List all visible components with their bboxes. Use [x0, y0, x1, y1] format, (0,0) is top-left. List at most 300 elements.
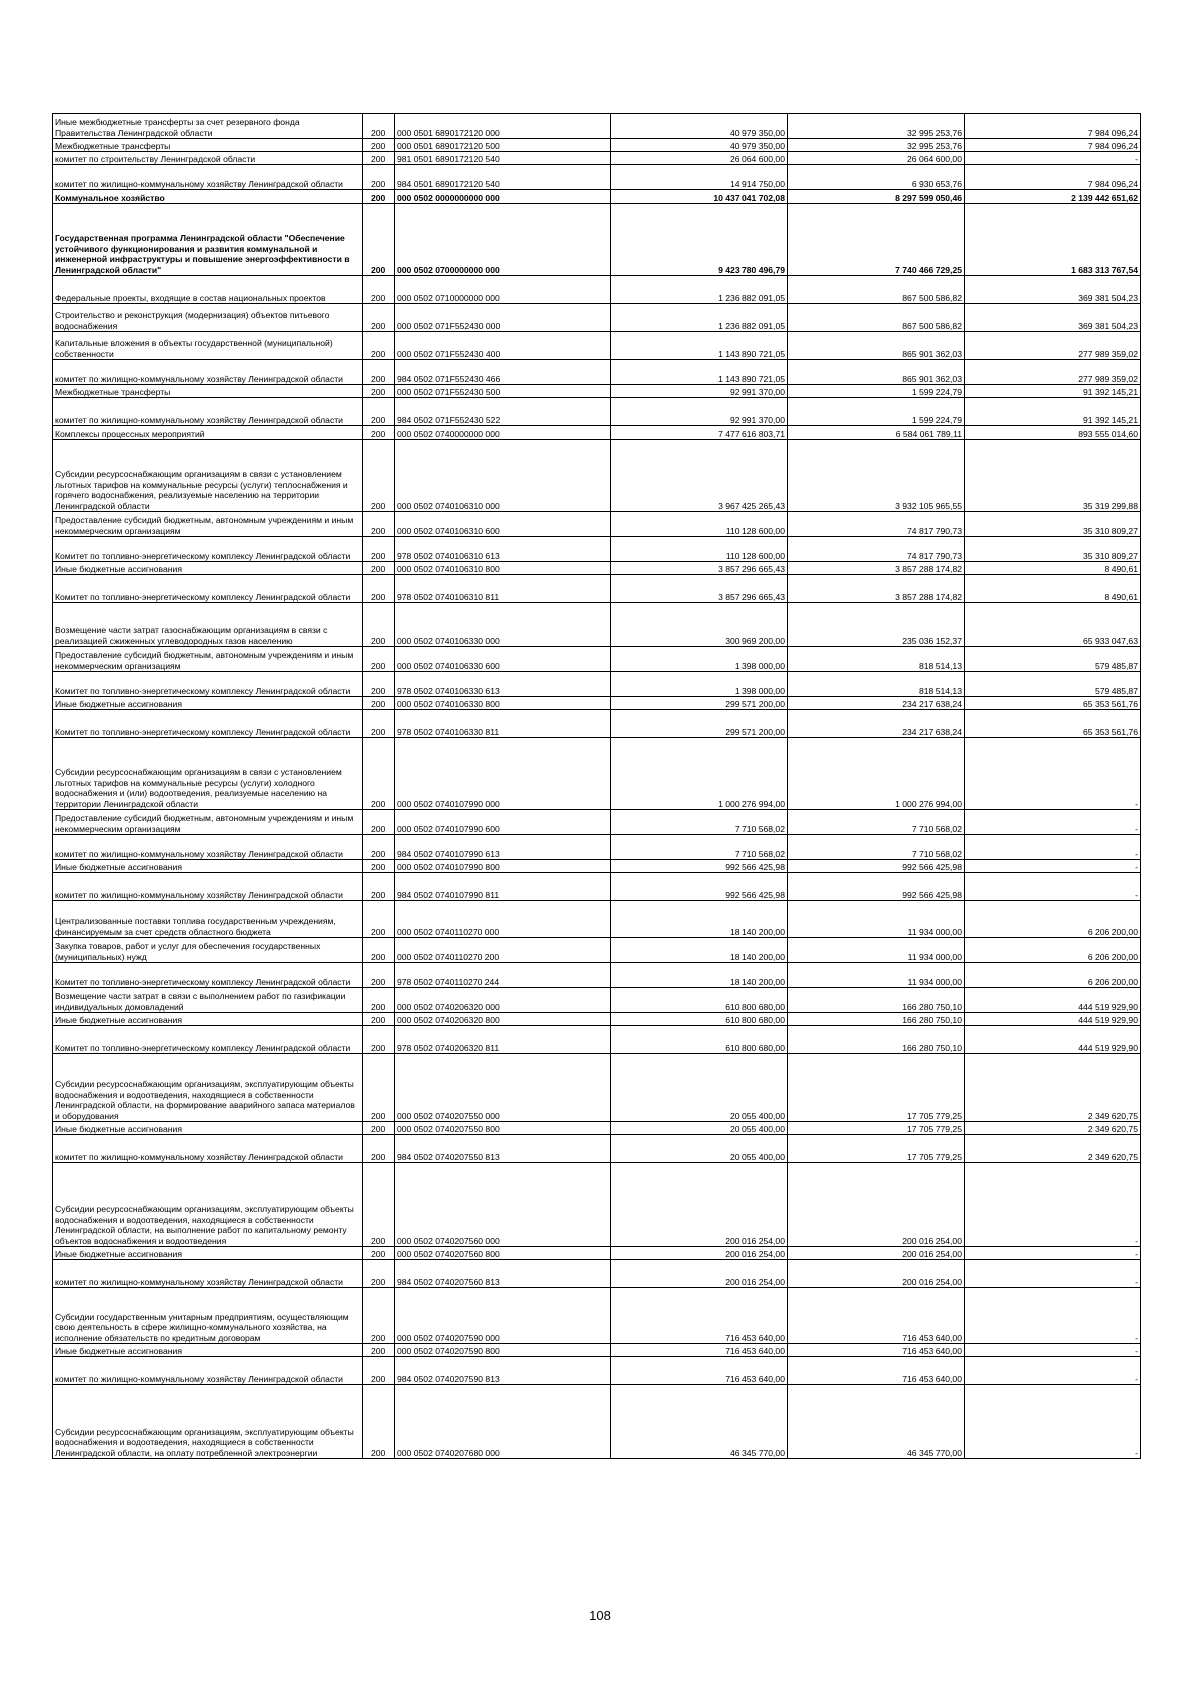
row-budget-code: 978 0502 0740206320 811	[395, 1026, 611, 1054]
row-name: Предоставление субсидий бюджетным, автономным учреждениям и иным некоммерческим организациям	[53, 810, 363, 835]
row-line-code: 200	[363, 139, 395, 152]
table-row	[53, 190, 1141, 204]
row-unexecuted-amount: -	[965, 1288, 1141, 1344]
row-approved-amount: 1 236 882 091,05	[611, 304, 788, 332]
table-row	[53, 873, 1141, 901]
row-executed-amount: 865 901 362,03	[788, 332, 965, 360]
row-approved-amount: 716 453 640,00	[611, 1288, 788, 1344]
row-name: Комитет по топливно-энергетическому комплексу Ленинградской области	[53, 710, 363, 738]
row-name: Комитет по топливно-энергетическому комплексу Ленинградской области	[53, 672, 363, 697]
row-executed-amount: 166 280 750,10	[788, 988, 965, 1013]
row-approved-amount: 20 055 400,00	[611, 1135, 788, 1163]
row-budget-code: 978 0502 0740106330 811	[395, 710, 611, 738]
table-row	[53, 426, 1141, 440]
row-budget-code: 000 0502 0700000000 000	[395, 204, 611, 276]
table-row	[53, 697, 1141, 710]
table-row	[53, 1357, 1141, 1385]
table-row	[53, 901, 1141, 938]
row-unexecuted-amount: 6 206 200,00	[965, 901, 1141, 938]
row-name: Предоставление субсидий бюджетным, автономным учреждениям и иным некоммерческим организациям	[53, 512, 363, 537]
row-line-code: 200	[363, 672, 395, 697]
row-unexecuted-amount: -	[965, 1247, 1141, 1260]
row-unexecuted-amount: 444 519 929,90	[965, 988, 1141, 1013]
row-name: Комитет по топливно-энергетическому комплексу Ленинградской области	[53, 1026, 363, 1054]
row-name: Комитет по топливно-энергетическому комплексу Ленинградской области	[53, 537, 363, 562]
row-approved-amount: 40 979 350,00	[611, 114, 788, 139]
row-unexecuted-amount: 2 349 620,75	[965, 1122, 1141, 1135]
row-executed-amount: 1 000 276 994,00	[788, 738, 965, 810]
row-budget-code: 000 0502 0740107990 000	[395, 738, 611, 810]
row-approved-amount: 7 710 568,02	[611, 810, 788, 835]
row-executed-amount: 74 817 790,73	[788, 537, 965, 562]
row-approved-amount: 992 566 425,98	[611, 873, 788, 901]
row-budget-code: 000 0501 6890172120 000	[395, 114, 611, 139]
row-executed-amount: 32 995 253,76	[788, 114, 965, 139]
row-unexecuted-amount: 91 392 145,21	[965, 385, 1141, 398]
row-approved-amount: 110 128 600,00	[611, 537, 788, 562]
row-name: Комитет по топливно-энергетическому комплексу Ленинградской области	[53, 963, 363, 988]
row-executed-amount: 8 297 599 050,46	[788, 190, 965, 204]
row-budget-code: 000 0502 0740207550 800	[395, 1122, 611, 1135]
row-name: Субсидии государственным унитарным предприятиям, осуществляющим свою деятельность в сфере жилищно-коммунального хозяйства, на исполнение обязательств по кредитным договорам	[53, 1288, 363, 1344]
row-budget-code: 000 0502 0740106330 800	[395, 697, 611, 710]
row-budget-code: 000 0502 0740206320 000	[395, 988, 611, 1013]
row-approved-amount: 14 914 750,00	[611, 165, 788, 190]
budget-execution-table	[52, 113, 1141, 1459]
row-line-code: 200	[363, 1054, 395, 1122]
row-budget-code: 000 0502 0740106310 800	[395, 562, 611, 575]
table-row	[53, 938, 1141, 963]
table-row	[53, 1344, 1141, 1357]
row-line-code: 200	[363, 426, 395, 440]
table-row	[53, 537, 1141, 562]
row-budget-code: 984 0502 0740207560 813	[395, 1260, 611, 1288]
row-name: Коммунальное хозяйство	[53, 190, 363, 204]
row-line-code: 200	[363, 710, 395, 738]
row-executed-amount: 200 016 254,00	[788, 1260, 965, 1288]
row-budget-code: 978 0502 0740110270 244	[395, 963, 611, 988]
row-budget-code: 000 0502 0740110270 200	[395, 938, 611, 963]
row-unexecuted-amount: -	[965, 1260, 1141, 1288]
row-budget-code: 984 0502 0740107990 613	[395, 835, 611, 860]
table-row	[53, 512, 1141, 537]
row-unexecuted-amount: 6 206 200,00	[965, 938, 1141, 963]
table-row	[53, 114, 1141, 139]
row-name: Строительство и реконструкция (модернизация) объектов питьевого водоснабжения	[53, 304, 363, 332]
row-budget-code: 984 0501 6890172120 540	[395, 165, 611, 190]
row-approved-amount: 46 345 770,00	[611, 1385, 788, 1459]
row-name: Субсидии ресурсоснабжающим организациям в связи с установлением льготных тарифов на коммунальные ресурсы (услуги) холодного водоснабжения и (или) водоотведения, реализуемые населению на территории Ленинградской области	[53, 738, 363, 810]
row-unexecuted-amount: -	[965, 1357, 1141, 1385]
row-line-code: 200	[363, 1247, 395, 1260]
row-unexecuted-amount: 2 139 442 651,62	[965, 190, 1141, 204]
row-name: Иные межбюджетные трансферты за счет резервного фонда Правительства Ленинградской области	[53, 114, 363, 139]
row-unexecuted-amount: 2 349 620,75	[965, 1054, 1141, 1122]
row-approved-amount: 200 016 254,00	[611, 1163, 788, 1247]
row-line-code: 200	[363, 575, 395, 603]
table-row	[53, 398, 1141, 426]
table-row	[53, 738, 1141, 810]
row-executed-amount: 6 930 653,76	[788, 165, 965, 190]
table-row	[53, 165, 1141, 190]
row-budget-code: 978 0502 0740106330 613	[395, 672, 611, 697]
row-executed-amount: 11 934 000,00	[788, 963, 965, 988]
row-line-code: 200	[363, 988, 395, 1013]
row-name: Закупка товаров, работ и услуг для обеспечения государственных (муниципальных) нужд	[53, 938, 363, 963]
table-row	[53, 963, 1141, 988]
row-unexecuted-amount: -	[965, 873, 1141, 901]
row-approved-amount: 716 453 640,00	[611, 1344, 788, 1357]
row-line-code: 200	[363, 562, 395, 575]
row-unexecuted-amount: 8 490,61	[965, 575, 1141, 603]
row-budget-code: 000 0502 0740000000 000	[395, 426, 611, 440]
row-name: комитет по жилищно-коммунальному хозяйству Ленинградской области	[53, 1260, 363, 1288]
table-row	[53, 835, 1141, 860]
row-executed-amount: 32 995 253,76	[788, 139, 965, 152]
row-line-code: 200	[363, 440, 395, 512]
row-executed-amount: 166 280 750,10	[788, 1013, 965, 1026]
row-name: Федеральные проекты, входящие в состав национальных проектов	[53, 276, 363, 304]
row-line-code: 200	[363, 360, 395, 385]
row-executed-amount: 200 016 254,00	[788, 1163, 965, 1247]
row-budget-code: 000 0502 0740207550 000	[395, 1054, 611, 1122]
row-executed-amount: 716 453 640,00	[788, 1357, 965, 1385]
row-name: Субсидии ресурсоснабжающим организациям, эксплуатирующим объекты водоснабжения и водоотведения, находящиеся в собственности Ленинградской области, на формирование аварийного запаса материалов и оборудования	[53, 1054, 363, 1122]
row-name: Предоставление субсидий бюджетным, автономным учреждениям и иным некоммерческим организациям	[53, 647, 363, 672]
row-executed-amount: 235 036 152,37	[788, 603, 965, 647]
table-row	[53, 562, 1141, 575]
row-name: комитет по жилищно-коммунальному хозяйству Ленинградской области	[53, 398, 363, 426]
row-unexecuted-amount: 444 519 929,90	[965, 1013, 1141, 1026]
row-name: комитет по жилищно-коммунальному хозяйству Ленинградской области	[53, 1135, 363, 1163]
row-unexecuted-amount: 369 381 504,23	[965, 276, 1141, 304]
row-approved-amount: 3 857 296 665,43	[611, 562, 788, 575]
row-approved-amount: 20 055 400,00	[611, 1054, 788, 1122]
row-budget-code: 000 0502 0740106330 000	[395, 603, 611, 647]
row-budget-code: 000 0502 0740106310 000	[395, 440, 611, 512]
row-executed-amount: 867 500 586,82	[788, 304, 965, 332]
row-approved-amount: 20 055 400,00	[611, 1122, 788, 1135]
row-unexecuted-amount: -	[965, 810, 1141, 835]
row-approved-amount: 1 000 276 994,00	[611, 738, 788, 810]
row-budget-code: 984 0502 0740107990 811	[395, 873, 611, 901]
table-row	[53, 672, 1141, 697]
row-line-code: 200	[363, 835, 395, 860]
row-line-code: 200	[363, 512, 395, 537]
row-unexecuted-amount: 277 989 359,02	[965, 332, 1141, 360]
table-row	[53, 1026, 1141, 1054]
row-budget-code: 000 0502 0740107990 800	[395, 860, 611, 873]
row-line-code: 200	[363, 603, 395, 647]
row-name: Капитальные вложения в объекты государственной (муниципальной) собственности	[53, 332, 363, 360]
row-name: Иные бюджетные ассигнования	[53, 697, 363, 710]
row-unexecuted-amount: 277 989 359,02	[965, 360, 1141, 385]
row-approved-amount: 1 143 890 721,05	[611, 332, 788, 360]
row-name: Комплексы процессных мероприятий	[53, 426, 363, 440]
row-approved-amount: 1 398 000,00	[611, 647, 788, 672]
row-line-code: 200	[363, 1026, 395, 1054]
row-executed-amount: 867 500 586,82	[788, 276, 965, 304]
table-row	[53, 603, 1141, 647]
row-budget-code: 000 0502 0740207590 800	[395, 1344, 611, 1357]
row-budget-code: 978 0502 0740106310 811	[395, 575, 611, 603]
row-name: комитет по жилищно-коммунальному хозяйству Ленинградской области	[53, 1357, 363, 1385]
row-budget-code: 000 0502 0740207590 000	[395, 1288, 611, 1344]
row-line-code: 200	[363, 963, 395, 988]
row-approved-amount: 7 477 616 803,71	[611, 426, 788, 440]
row-executed-amount: 17 705 779,25	[788, 1054, 965, 1122]
row-unexecuted-amount: -	[965, 1344, 1141, 1357]
table-row	[53, 204, 1141, 276]
row-approved-amount: 110 128 600,00	[611, 512, 788, 537]
row-unexecuted-amount: 369 381 504,23	[965, 304, 1141, 332]
row-unexecuted-amount: 579 485,87	[965, 647, 1141, 672]
row-line-code: 200	[363, 190, 395, 204]
row-line-code: 200	[363, 810, 395, 835]
row-executed-amount: 6 584 061 789,11	[788, 426, 965, 440]
row-line-code: 200	[363, 738, 395, 810]
row-executed-amount: 234 217 638,24	[788, 710, 965, 738]
row-unexecuted-amount: 65 353 561,76	[965, 697, 1141, 710]
row-line-code: 200	[363, 1288, 395, 1344]
table-row	[53, 440, 1141, 512]
table-row	[53, 1288, 1141, 1344]
row-unexecuted-amount: 35 310 809,27	[965, 537, 1141, 562]
row-line-code: 200	[363, 204, 395, 276]
row-budget-code: 000 0502 0740107990 600	[395, 810, 611, 835]
row-approved-amount: 9 423 780 496,79	[611, 204, 788, 276]
row-name: Иные бюджетные ассигнования	[53, 562, 363, 575]
row-line-code: 200	[363, 1385, 395, 1459]
table-row	[53, 276, 1141, 304]
row-unexecuted-amount: 7 984 096,24	[965, 139, 1141, 152]
table-row	[53, 139, 1141, 152]
row-executed-amount: 11 934 000,00	[788, 901, 965, 938]
row-name: комитет по жилищно-коммунальному хозяйству Ленинградской области	[53, 835, 363, 860]
row-unexecuted-amount: -	[965, 1163, 1141, 1247]
table-row	[53, 360, 1141, 385]
row-budget-code: 000 0502 0740106330 600	[395, 647, 611, 672]
row-name: Иные бюджетные ассигнования	[53, 860, 363, 873]
table-row	[53, 385, 1141, 398]
row-name: Централизованные поставки топлива государственным учреждениям, финансируемым за счет средств областного бюджета	[53, 901, 363, 938]
table-row	[53, 1013, 1141, 1026]
row-name: Государственная программа Ленинградской области "Обеспечение устойчивого функционирования и развития коммунальной и инженерной инфраструктуры и повышение энергоэффективности в Ленинградской области"	[53, 204, 363, 276]
row-executed-amount: 3 857 288 174,82	[788, 575, 965, 603]
row-approved-amount: 1 143 890 721,05	[611, 360, 788, 385]
row-executed-amount: 716 453 640,00	[788, 1344, 965, 1357]
row-executed-amount: 992 566 425,98	[788, 860, 965, 873]
table-row	[53, 152, 1141, 165]
row-approved-amount: 300 969 200,00	[611, 603, 788, 647]
row-name: Иные бюджетные ассигнования	[53, 1013, 363, 1026]
row-executed-amount: 716 453 640,00	[788, 1288, 965, 1344]
row-name: Иные бюджетные ассигнования	[53, 1344, 363, 1357]
row-budget-code: 000 0502 0740106310 600	[395, 512, 611, 537]
row-unexecuted-amount: 1 683 313 767,54	[965, 204, 1141, 276]
table-body	[53, 114, 1141, 1459]
row-line-code: 200	[363, 901, 395, 938]
row-unexecuted-amount: -	[965, 835, 1141, 860]
row-approved-amount: 716 453 640,00	[611, 1357, 788, 1385]
row-name: Субсидии ресурсоснабжающим организациям в связи с установлением льготных тарифов на коммунальные ресурсы (услуги) теплоснабжения и горячего водоснабжения, реализуемые населению на территории Ленинградской области	[53, 440, 363, 512]
page-number: 108	[589, 1608, 611, 1623]
row-line-code: 200	[363, 1344, 395, 1357]
row-line-code: 200	[363, 938, 395, 963]
row-unexecuted-amount: 8 490,61	[965, 562, 1141, 575]
table-row	[53, 332, 1141, 360]
row-executed-amount: 17 705 779,25	[788, 1122, 965, 1135]
table-row	[53, 860, 1141, 873]
row-line-code: 200	[363, 537, 395, 562]
row-executed-amount: 818 514,13	[788, 647, 965, 672]
row-executed-amount: 74 817 790,73	[788, 512, 965, 537]
row-executed-amount: 11 934 000,00	[788, 938, 965, 963]
row-executed-amount: 7 710 568,02	[788, 810, 965, 835]
row-approved-amount: 92 991 370,00	[611, 385, 788, 398]
row-approved-amount: 10 437 041 702,08	[611, 190, 788, 204]
row-budget-code: 000 0502 071F552430 500	[395, 385, 611, 398]
row-budget-code: 000 0501 6890172120 500	[395, 139, 611, 152]
row-approved-amount: 26 064 600,00	[611, 152, 788, 165]
row-unexecuted-amount: 2 349 620,75	[965, 1135, 1141, 1163]
row-unexecuted-amount: 7 984 096,24	[965, 165, 1141, 190]
row-budget-code: 984 0502 0740207590 813	[395, 1357, 611, 1385]
row-budget-code: 984 0502 0740207550 813	[395, 1135, 611, 1163]
row-approved-amount: 18 140 200,00	[611, 938, 788, 963]
row-executed-amount: 7 740 466 729,25	[788, 204, 965, 276]
row-executed-amount: 3 932 105 965,55	[788, 440, 965, 512]
row-name: Межбюджетные трансферты	[53, 385, 363, 398]
table-row	[53, 1122, 1141, 1135]
row-executed-amount: 7 710 568,02	[788, 835, 965, 860]
row-line-code: 200	[363, 1135, 395, 1163]
row-executed-amount: 992 566 425,98	[788, 873, 965, 901]
table-row	[53, 647, 1141, 672]
row-unexecuted-amount: 6 206 200,00	[965, 963, 1141, 988]
row-line-code: 200	[363, 385, 395, 398]
row-name: комитет по жилищно-коммунальному хозяйству Ленинградской области	[53, 873, 363, 901]
row-unexecuted-amount: 65 353 561,76	[965, 710, 1141, 738]
table-row	[53, 988, 1141, 1013]
row-approved-amount: 1 236 882 091,05	[611, 276, 788, 304]
table-row	[53, 1163, 1141, 1247]
row-name: Комитет по топливно-энергетическому комплексу Ленинградской области	[53, 575, 363, 603]
row-budget-code: 978 0502 0740106310 613	[395, 537, 611, 562]
table-row	[53, 710, 1141, 738]
row-executed-amount: 1 599 224,79	[788, 385, 965, 398]
row-executed-amount: 234 217 638,24	[788, 697, 965, 710]
row-name: комитет по строительству Ленинградской области	[53, 152, 363, 165]
row-executed-amount: 865 901 362,03	[788, 360, 965, 385]
row-line-code: 200	[363, 873, 395, 901]
row-approved-amount: 299 571 200,00	[611, 697, 788, 710]
row-approved-amount: 18 140 200,00	[611, 901, 788, 938]
row-unexecuted-amount: 35 310 809,27	[965, 512, 1141, 537]
row-line-code: 200	[363, 114, 395, 139]
row-budget-code: 000 0502 0710000000 000	[395, 276, 611, 304]
row-name: Возмещение части затрат в связи с выполнением работ по газификации индивидуальных домовладений	[53, 988, 363, 1013]
row-unexecuted-amount: -	[965, 1385, 1141, 1459]
row-approved-amount: 1 398 000,00	[611, 672, 788, 697]
row-unexecuted-amount: -	[965, 860, 1141, 873]
row-budget-code: 000 0502 071F552430 000	[395, 304, 611, 332]
row-name: Иные бюджетные ассигнования	[53, 1247, 363, 1260]
row-unexecuted-amount: 7 984 096,24	[965, 114, 1141, 139]
row-budget-code: 000 0502 0740207680 000	[395, 1385, 611, 1459]
row-line-code: 200	[363, 1122, 395, 1135]
row-approved-amount: 18 140 200,00	[611, 963, 788, 988]
row-line-code: 200	[363, 165, 395, 190]
table-row	[53, 1260, 1141, 1288]
row-line-code: 200	[363, 332, 395, 360]
row-executed-amount: 1 599 224,79	[788, 398, 965, 426]
row-approved-amount: 7 710 568,02	[611, 835, 788, 860]
row-line-code: 200	[363, 1260, 395, 1288]
row-budget-code: 000 0502 071F552430 400	[395, 332, 611, 360]
row-name: Межбюджетные трансферты	[53, 139, 363, 152]
row-executed-amount: 17 705 779,25	[788, 1135, 965, 1163]
row-budget-code: 000 0502 0740207560 800	[395, 1247, 611, 1260]
row-unexecuted-amount: 35 319 299,88	[965, 440, 1141, 512]
row-executed-amount: 26 064 600,00	[788, 152, 965, 165]
row-unexecuted-amount: 65 933 047,63	[965, 603, 1141, 647]
budget-table-sheet	[52, 113, 1140, 1459]
row-unexecuted-amount: -	[965, 738, 1141, 810]
row-executed-amount: 818 514,13	[788, 672, 965, 697]
row-name: Субсидии ресурсоснабжающим организациям, эксплуатирующим объекты водоснабжения и водоотведения, находящиеся в собственности Ленинградской области, на оплату потребленной электроэнергии	[53, 1385, 363, 1459]
table-row	[53, 575, 1141, 603]
row-approved-amount: 610 800 680,00	[611, 1026, 788, 1054]
row-line-code: 200	[363, 276, 395, 304]
row-line-code: 200	[363, 152, 395, 165]
row-line-code: 200	[363, 860, 395, 873]
row-approved-amount: 992 566 425,98	[611, 860, 788, 873]
row-approved-amount: 610 800 680,00	[611, 1013, 788, 1026]
row-unexecuted-amount: 893 555 014,60	[965, 426, 1141, 440]
row-executed-amount: 166 280 750,10	[788, 1026, 965, 1054]
row-unexecuted-amount: 444 519 929,90	[965, 1026, 1141, 1054]
row-executed-amount: 3 857 288 174,82	[788, 562, 965, 575]
table-row	[53, 1247, 1141, 1260]
row-name: комитет по жилищно-коммунальному хозяйству Ленинградской области	[53, 360, 363, 385]
row-name: Возмещение части затрат газоснабжающим организациям в связи с реализацией сжиженных углеводородных газов населению	[53, 603, 363, 647]
row-unexecuted-amount: 579 485,87	[965, 672, 1141, 697]
row-name: Иные бюджетные ассигнования	[53, 1122, 363, 1135]
row-approved-amount: 200 016 254,00	[611, 1247, 788, 1260]
row-approved-amount: 92 991 370,00	[611, 398, 788, 426]
row-line-code: 200	[363, 697, 395, 710]
row-approved-amount: 610 800 680,00	[611, 988, 788, 1013]
table-row	[53, 1054, 1141, 1122]
row-approved-amount: 40 979 350,00	[611, 139, 788, 152]
row-budget-code: 000 0502 0000000000 000	[395, 190, 611, 204]
row-line-code: 200	[363, 1013, 395, 1026]
row-unexecuted-amount: 91 392 145,21	[965, 398, 1141, 426]
row-line-code: 200	[363, 398, 395, 426]
table-row	[53, 304, 1141, 332]
row-budget-code: 981 0501 6890172120 540	[395, 152, 611, 165]
row-budget-code: 000 0502 0740110270 000	[395, 901, 611, 938]
row-executed-amount: 200 016 254,00	[788, 1247, 965, 1260]
row-line-code: 200	[363, 1163, 395, 1247]
row-approved-amount: 3 857 296 665,43	[611, 575, 788, 603]
table-row	[53, 1385, 1141, 1459]
row-executed-amount: 46 345 770,00	[788, 1385, 965, 1459]
row-line-code: 200	[363, 647, 395, 672]
row-approved-amount: 3 967 425 265,43	[611, 440, 788, 512]
row-approved-amount: 299 571 200,00	[611, 710, 788, 738]
